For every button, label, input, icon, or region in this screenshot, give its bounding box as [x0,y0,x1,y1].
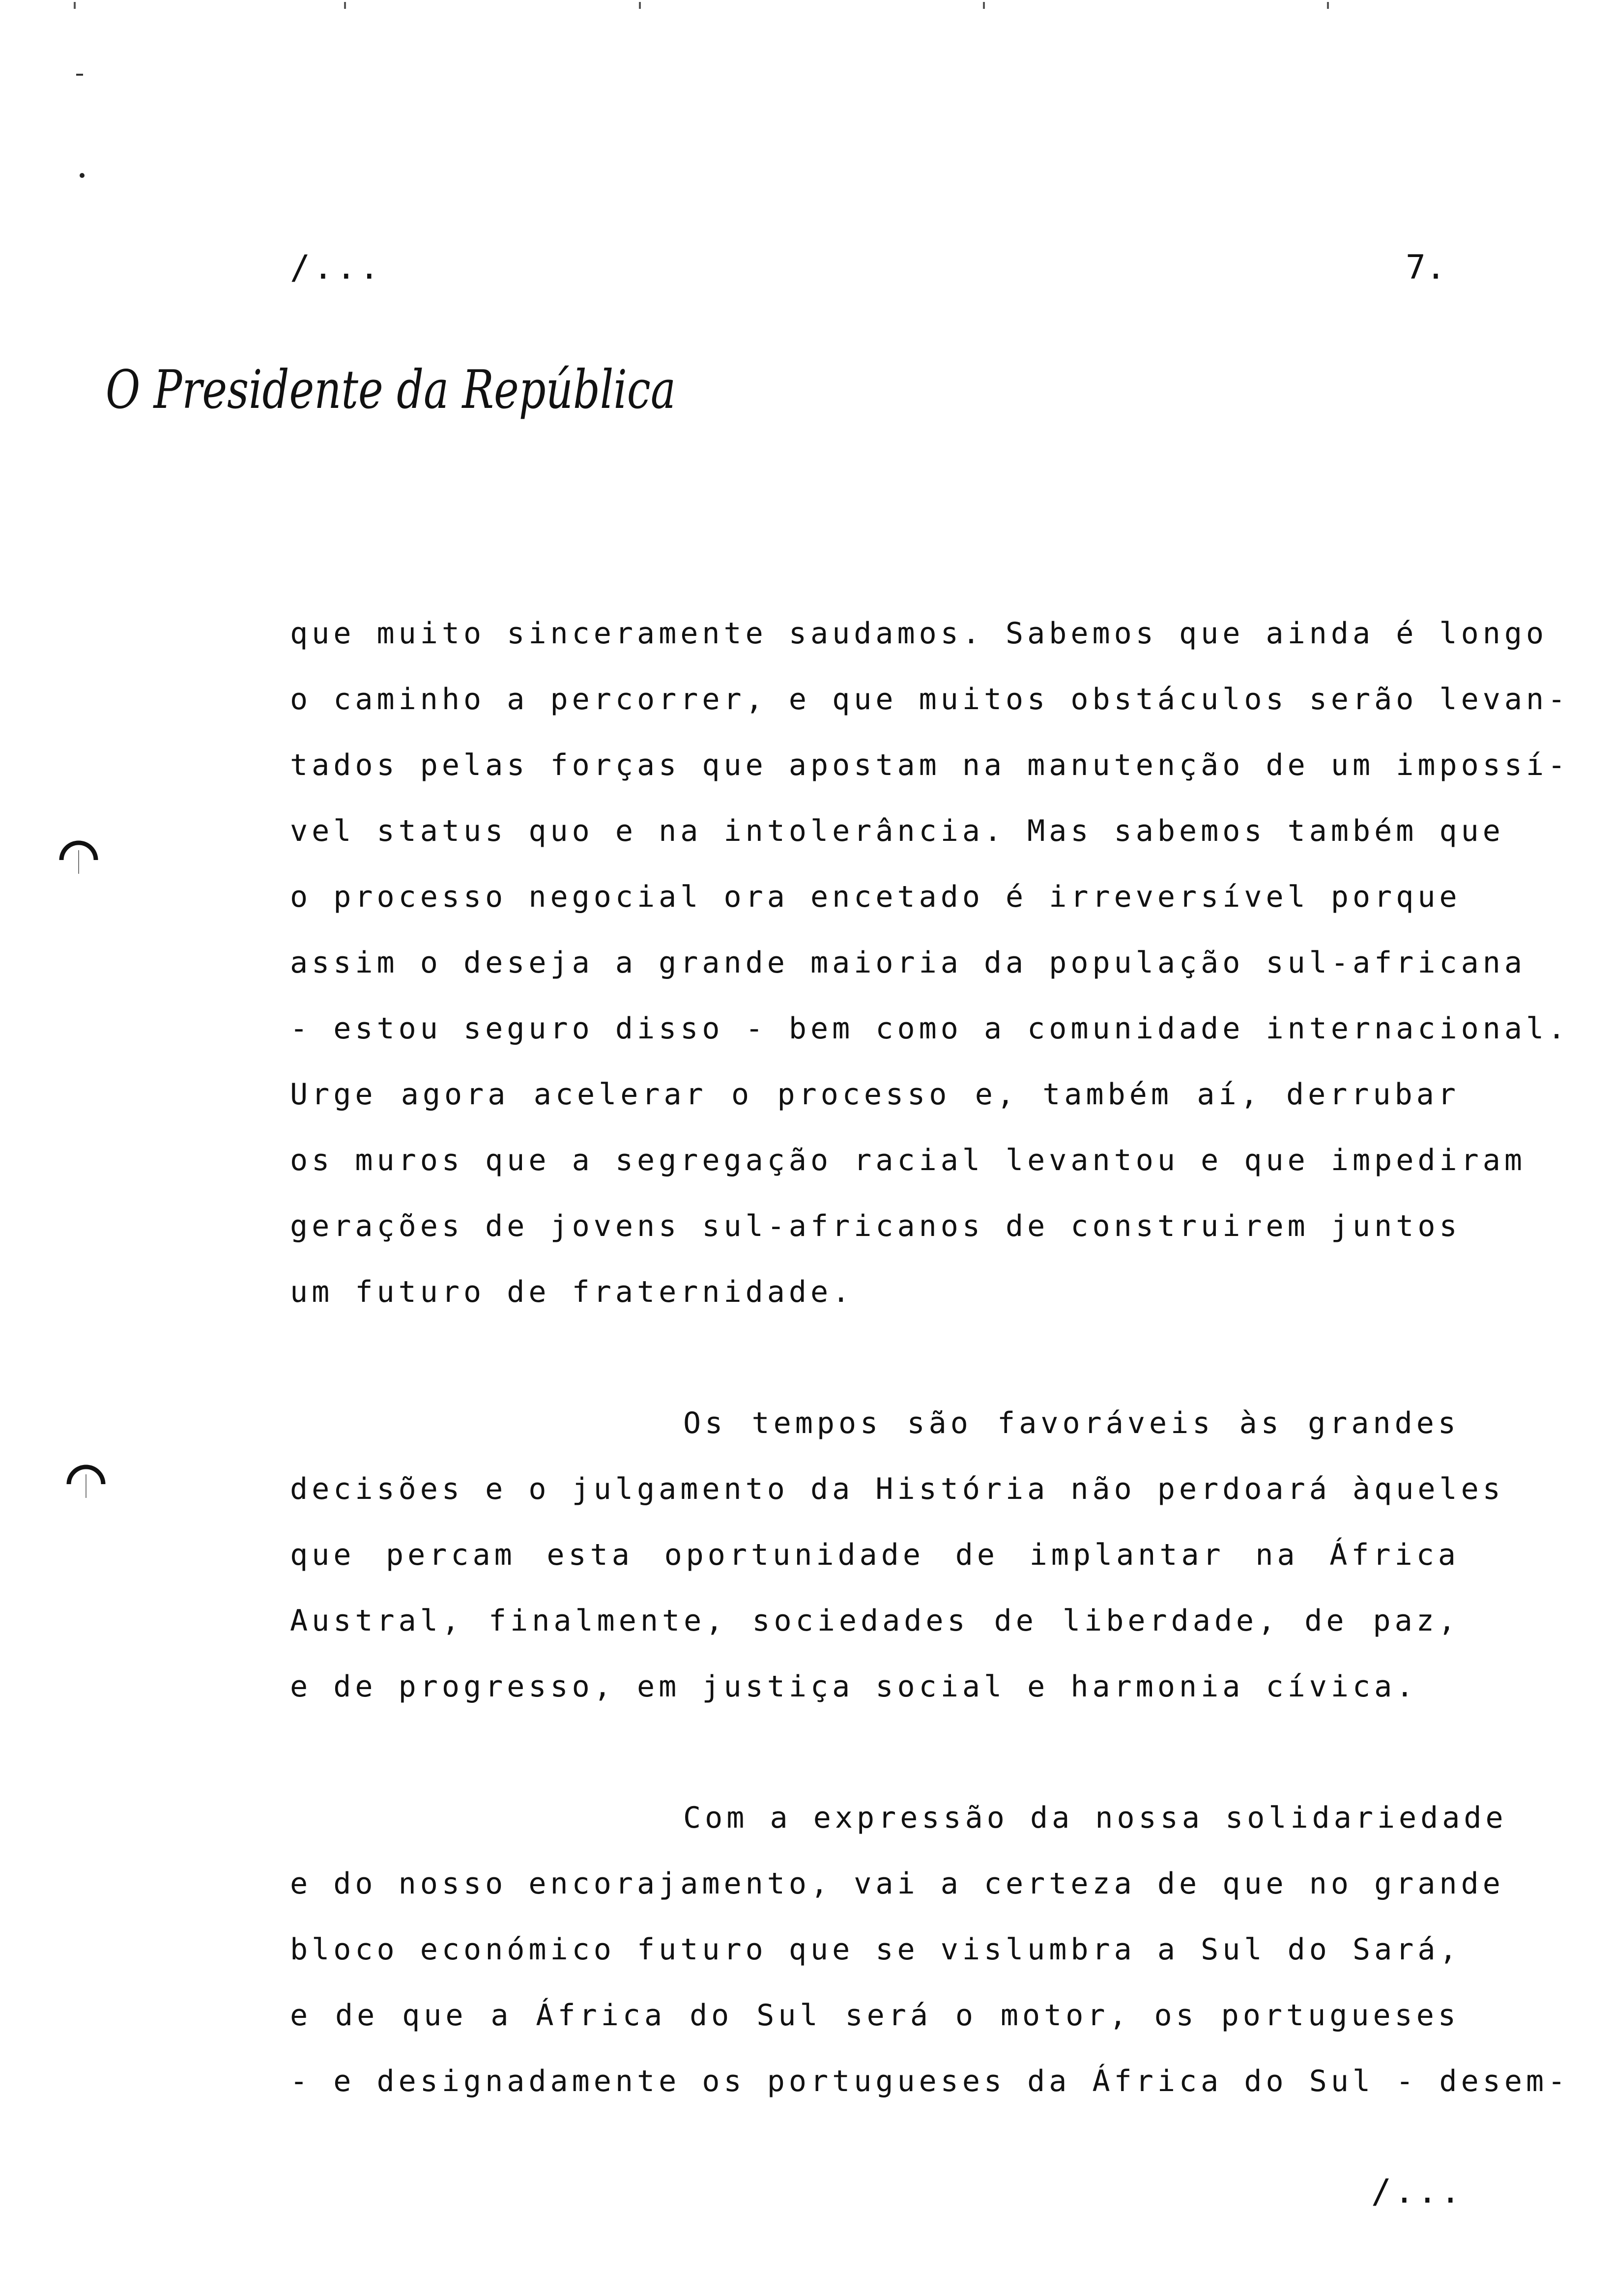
text-line: o processo negocial ora encetado é irreversível porque [290,880,1461,914]
text-line: - e designadamente os portugueses da África do Sul - desem- [290,2064,1570,2098]
text-line: o caminho a percorrer, e que muitos obstáculos serão levan- [290,682,1570,717]
text-line: tados pelas forças que apostam na manutenção de um impossí- [290,748,1570,782]
text-line: bloco económico futuro que se vislumbra a Sul do Sará, [290,1932,1461,1967]
text-line: que muito sinceramente saudamos. Sabemos que ainda é longo [290,616,1548,651]
text-line: - estou seguro disso - bem como a comunidade internacional. [290,1011,1570,1046]
text-line: decisões e o julgamento da História não perdoará àqueles [290,1472,1504,1506]
text-line: e do nosso encorajamento, vai a certeza de que no grande [290,1866,1504,1901]
text-line: um futuro de fraternidade. [290,1275,854,1309]
footer-continuation-mark: /... [1371,2172,1464,2211]
text-line: Austral, finalmente, sociedades de liberdade, de paz, [290,1604,1460,1638]
letterhead-title: O Presidente da República [106,359,676,421]
text-line: assim o deseja a grande maioria da população sul-africana [290,946,1526,980]
scan-edge-marks [0,0,1612,15]
text-line: que percam esta oportunidade de implantar na África [290,1538,1460,1572]
paragraph-3 [290,1785,1570,2114]
letterhead-script-logo [101,351,681,430]
text-line: e de que a África do Sul será o motor, os portugueses [290,1998,1460,2033]
paragraph-1 [290,601,1570,1325]
page-number: 7. [1406,248,1446,287]
text-line: os muros que a segregação racial levantou e que impediram [290,1143,1526,1177]
margin-dot [80,173,85,178]
text-line: Os tempos são favoráveis às grandes [683,1406,1460,1440]
punch-hole-mark [64,1455,108,1499]
punch-hole-mark [57,831,101,875]
margin-mark [76,74,83,76]
text-line: Com a expressão da nossa solidariedade [683,1801,1507,1835]
text-line: vel status quo e na intolerância. Mas sabemos também que [290,814,1504,848]
paragraph-2 [290,1390,1504,1720]
text-line: Urge agora acelerar o processo e, também aí, derrubar [290,1077,1460,1112]
text-line: e de progresso, em justiça social e harmonia cívica. [290,1669,1418,1704]
text-line: gerações de jovens sul-africanos de construirem juntos [290,1209,1461,1243]
header-continuation-mark: /... [290,248,382,287]
